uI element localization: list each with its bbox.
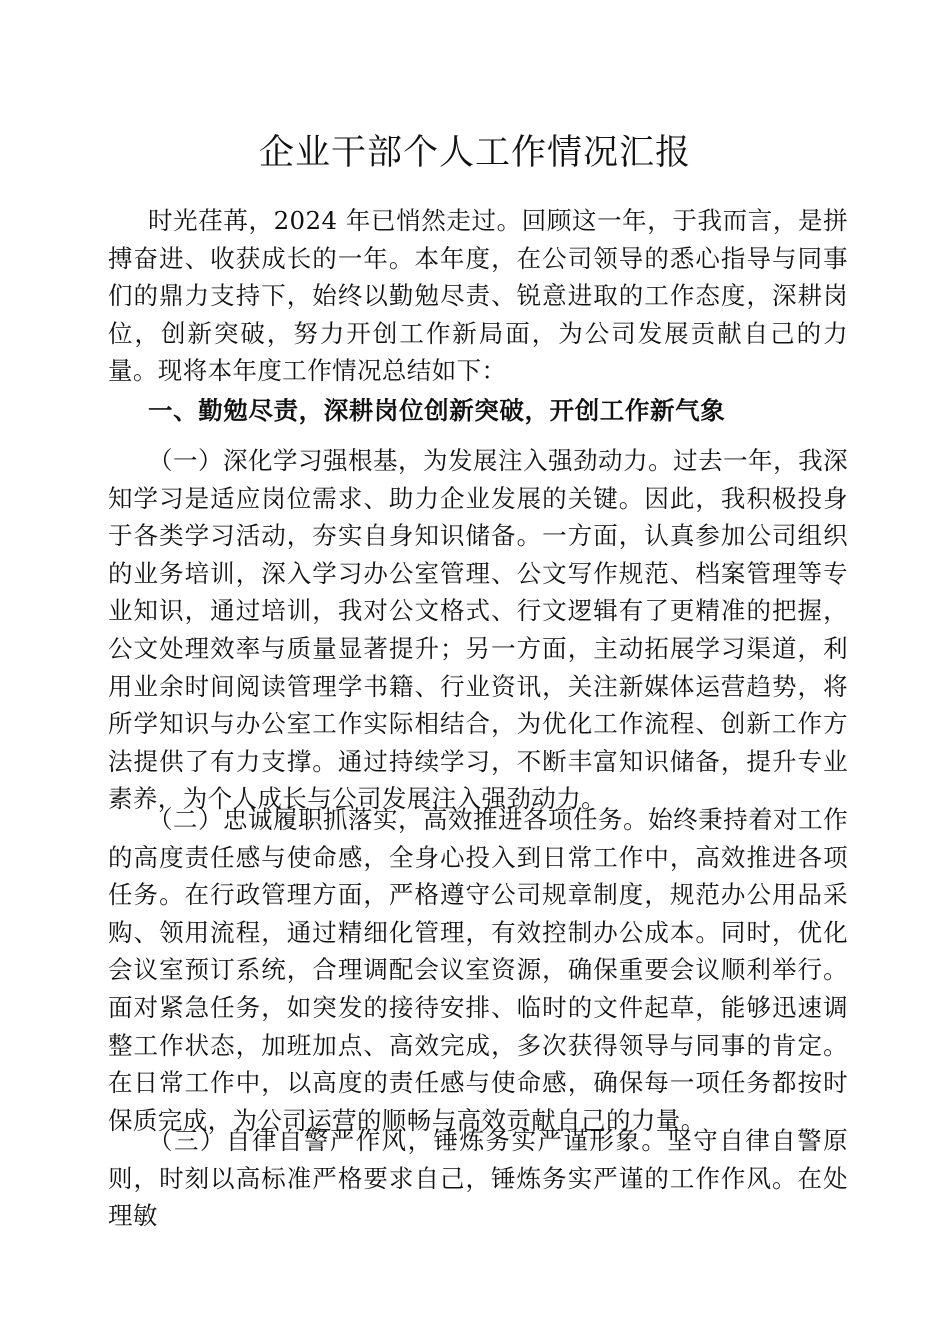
section-paragraph-1: （一）深化学习强根基，为发展注入强劲动力。过去一年，我深知学习是适应岗位需求、助力企业发展的关键。因此，我积极投身于各类学习活动，夯实自身知识储备。一方面，认真参加公司组织的业务培训，深入学习办公室管理、公文写作规范、档案管理等专业知识，通过培训，我对公文格式、行文逻辑有了更精准的把握，公文处理效率与质量显著提升；另一方面，主动拓展学习渠道，利用业余时间阅读管理学书籍、行业资讯，关注新媒体运营趋势，将所学知识与办公室工作实际相结合，为优化工作流程、创新工作方法提供了有力支撑。通过持续学习，不断丰富知识储备，提升专业素养，为个人成长与公司发展注入强劲动力。 — [108, 446, 848, 814]
section-heading: 一、勤勉尽责，深耕岗位创新突破，开创工作新气象 — [148, 396, 726, 425]
section-paragraph-3: （三）自律自警严作风，锤炼务实严谨形象。坚守自律自警原则，时刻以高标准严格要求自己，锤炼务实严谨的工作作风。在处理敏 — [108, 1126, 848, 1231]
section-paragraph-2: （二）忠诚履职抓落实，高效推进各项任务。始终秉持着对工作的高度责任感与使命感，全身心投入到日常工作中，高效推进各项任务。在行政管理方面，严格遵守公司规章制度，规范办公用品采购、领用流程，通过精细化管理，有效控制办公成本。同时，优化会议室预订系统，合理调配会议室资源，确保重要会议顺利举行。面对紧急任务，如突发的接待安排、临时的文件起草，能够迅速调整工作状态，加班加点、高效完成，多次获得领导与同事的肯定。在日常工作中，以高度的责任感与使命感，确保每一项任务都按时保质完成，为公司运营的顺畅与高效贡献自己的力量。 — [108, 805, 848, 1135]
document-title: 企业干部个人工作情况汇报 — [258, 133, 691, 173]
intro-paragraph: 时光荏苒，2024 年已悄然走过。回顾这一年，于我而言，是拼搏奋进、收获成长的一年。本年度，在公司领导的悉心指导与同事们的鼎力支持下，始终以勤勉尽责、锐意进取的工作态度，深耕岗位，创新突破，努力开创工作新局面，为公司发展贡献自己的力量。现将本年度工作情况总结如下： — [108, 206, 848, 386]
